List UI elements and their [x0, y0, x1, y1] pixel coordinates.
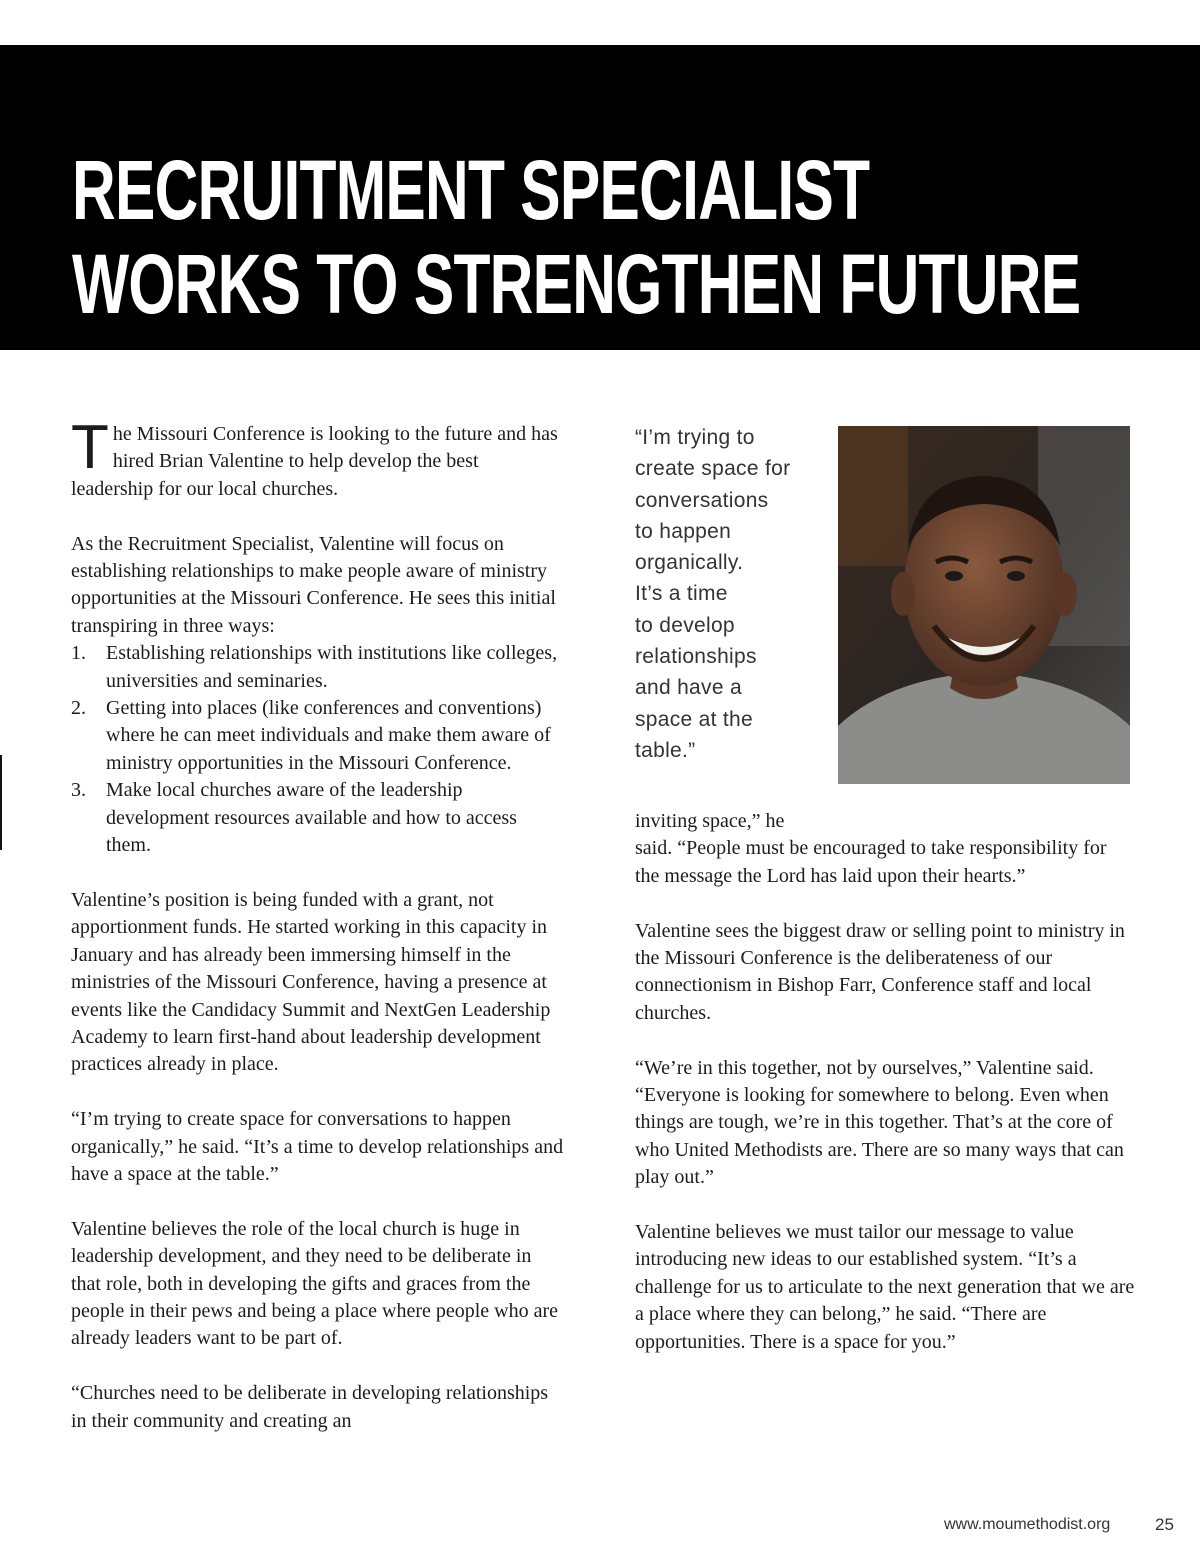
headline — [72, 143, 1080, 331]
article-right-column — [635, 808, 1135, 1383]
list-item — [71, 777, 565, 859]
paragraph-tailor-message: Valentine believes we must tailor our message to value introducing new ideas to our established system. “It’s a challenge for us to articulate to the next generation that we are a place where they can belong,” he said. “There are opportunities. There is a space for you.” — [635, 1221, 1135, 1353]
paragraph-churches-quote: “Churches need to be deliberate in developing relationships in their community and creating an — [71, 1382, 549, 1432]
pull-quote-line: to develop — [635, 613, 735, 637]
pull-quote — [635, 422, 825, 766]
pull-quote-line: conversations — [635, 488, 769, 512]
list-item — [71, 695, 565, 777]
paragraph-funding: Valentine’s position is being funded with a grant, not apportionment funds. He started working in this capacity in January and has already been immersing himself in the ministries of the Missouri Conference, having a presence at events like the Candidacy Summit and NextGen Leadership Academy to learn first-hand about leadership development practices already in place. — [71, 888, 551, 1076]
margin-mark — [0, 755, 2, 850]
pull-quote-line: relationships — [635, 645, 757, 669]
article-left-column — [71, 413, 565, 1462]
pull-quote-line: organically. — [635, 551, 744, 575]
intro-paragraph — [71, 413, 565, 503]
paragraph-inviting-space-line-1: inviting space,” he — [635, 810, 785, 832]
list-item — [71, 640, 565, 695]
list-text: Establishing relationships with institutions like colleges, universities and seminaries. — [106, 642, 558, 692]
list-number: 2. — [71, 697, 86, 720]
pull-quote-line: It’s a time — [635, 582, 728, 606]
paragraph-local-church: Valentine believes the role of the local church is huge in leadership development, and they need to be deliberate in that role, both in developing the gifts and graces from the people in their pews and being a place where people who are already leaders want to be part of. — [71, 1217, 559, 1350]
pull-quote-line: table.” — [635, 738, 696, 762]
page-number: 25 — [1155, 1515, 1174, 1534]
list-number: 3. — [71, 779, 86, 802]
footer-url: www.moumethodist.org — [944, 1516, 1111, 1533]
headline-line-2: WORKS TO STRENGTHEN FUTURE — [72, 237, 1081, 331]
pull-quote-line: to happen — [635, 519, 732, 543]
pull-quote-line: “I’m trying to — [635, 426, 755, 449]
paragraph-inviting-space — [635, 808, 1135, 890]
drop-cap: T — [71, 413, 109, 482]
ways-list — [71, 640, 565, 859]
paragraph-together: “We’re in this together, not by ourselves,” Valentine said. “Everyone is looking for somewhere to belong. Even when things are tough, we’re in this together. That’s at the core of who United Methodists are. There are so many ways that can play out.” — [635, 1056, 1124, 1189]
pull-quote-line: and have a — [635, 676, 742, 700]
headline-banner — [0, 45, 1200, 350]
paragraph-role: As the Recruitment Specialist, Valentine will focus on establishing relationships to make people aware of ministry opportunities at the Missouri Conference. He sees this initial transpiring in three ways: — [71, 532, 556, 637]
list-number: 1. — [71, 642, 86, 665]
pull-quote-line: space at the — [635, 707, 754, 731]
list-text: Getting into places (like conferences and conventions) where he can meet individuals and make them aware of ministry opportunities in the Missouri Conference. — [106, 697, 551, 774]
headline-line-1: RECRUITMENT SPECIALIST — [72, 143, 870, 237]
paragraph-quote: “I’m trying to create space for conversations to happen organically,” he said. “It’s a time to develop relationships and have a space at the table.” — [71, 1108, 564, 1185]
pull-quote-line: create space for — [635, 457, 791, 481]
intro-text: he Missouri Conference is looking to the future and has hired Brian Valentine to help develop the best leadership for our local churches. — [71, 423, 558, 500]
list-text: Make local churches aware of the leadership development resources available and how to access them. — [106, 779, 517, 857]
portrait-photo — [838, 426, 1130, 784]
paragraph-selling-point: Valentine sees the biggest draw or selling point to ministry in the Missouri Conference is the deliberateness of our connectionism in Bishop Farr, Conference staff and local churches. — [635, 919, 1125, 1024]
paragraph-inviting-space-rest: said. “People must be encouraged to take responsibility for the message the Lord has laid upon their hearts.” — [635, 837, 1107, 887]
